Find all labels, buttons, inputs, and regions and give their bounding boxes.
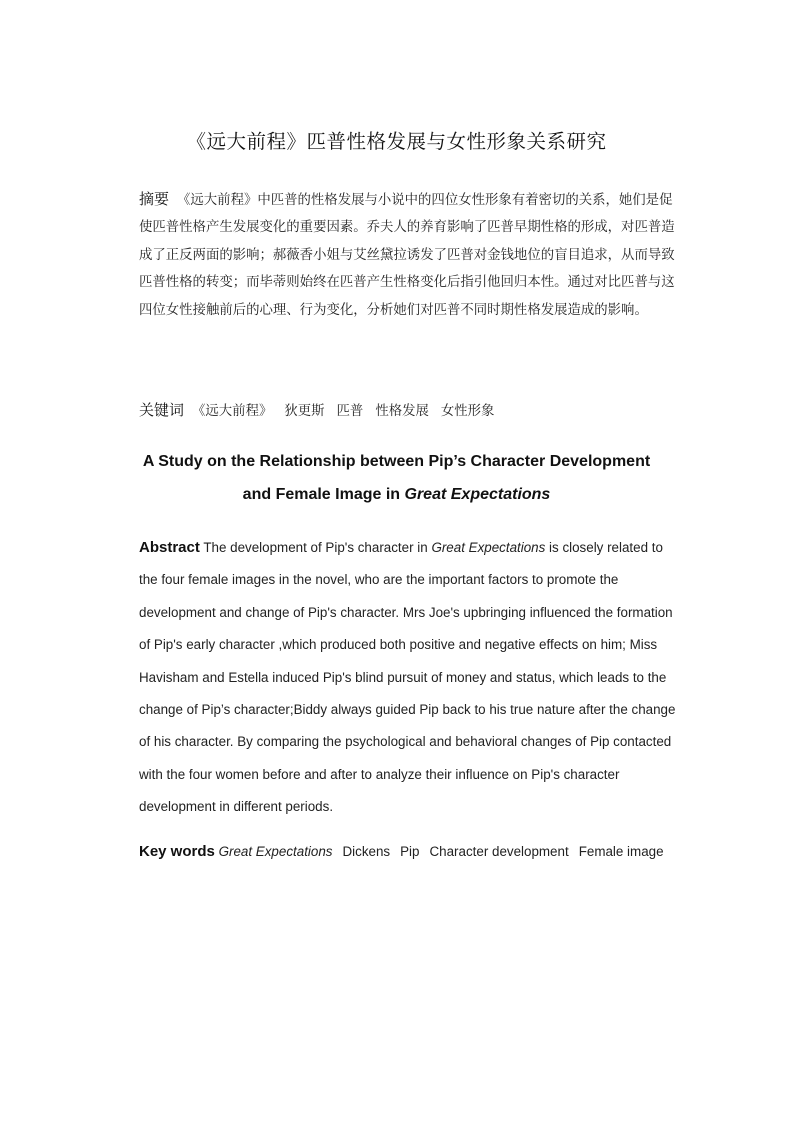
- english-title-line-1: A Study on the Relationship between Pip’s Character Development: [142, 453, 651, 470]
- english-title: [0, 446, 793, 511]
- english-title-plain: and Female Image in: [242, 485, 405, 503]
- english-keywords-label: Key words: [139, 843, 215, 860]
- english-abstract-text-1: The development of Pip's character in: [199, 540, 432, 555]
- english-keyword: Female image: [578, 844, 664, 859]
- chinese-keyword: 性格发展: [375, 404, 429, 419]
- chinese-title: 《远大前程》匹普性格发展与女性形象关系研究: [186, 130, 607, 153]
- chinese-abstract: [139, 186, 679, 324]
- english-keyword: Character development: [429, 844, 569, 859]
- chinese-keyword: 女性形象: [440, 404, 495, 419]
- english-abstract-italic: Great Expectations: [431, 540, 546, 555]
- chinese-abstract-text: 《远大前程》中匹普的性格发展与小说中的四位女性形象有着密切的关系，她们是促使匹普性格产生发展变化的重要因素。乔夫人的养育影响了匹普早期性格的形成，对匹普造成了正反两面的影响；郝薇香小姐与艾丝黛拉诱发了匹普对金钱地位的盲目追求，从而导致匹普性格的转变；而毕蒂则始终在匹普产生性格变化后指引他回归本性。通过对比匹普与这四位女性接触前后的心理、行为变化，分析她们对匹普不同时期性格发展造成的影响。: [139, 193, 675, 318]
- english-abstract-label: Abstract: [139, 539, 200, 556]
- english-abstract: [139, 532, 684, 824]
- chinese-keywords-label: 关键词: [139, 401, 185, 419]
- english-keyword-italic: Great Expectations: [218, 844, 333, 859]
- english-title-italic: Great Expectations: [404, 485, 551, 503]
- chinese-keyword: 《远大前程》: [192, 404, 273, 419]
- english-keyword: Dickens: [342, 844, 391, 859]
- english-title-line-2: [0, 479, 793, 512]
- english-keywords: [139, 839, 684, 865]
- english-keyword: Pip: [400, 844, 420, 859]
- chinese-abstract-label: 摘要: [139, 190, 170, 208]
- chinese-keyword: 狄更斯: [284, 404, 325, 419]
- chinese-keyword: 匹普: [336, 404, 364, 419]
- chinese-keywords: [139, 397, 679, 425]
- english-abstract-text-2: is closely related to the four female images in the novel, who are the important factors to promote the development and change of Pip's character. Mrs Joe's upbringing influenced the formation of Pip's early character ,which produced both positive and negative effects on him; Miss Havisham and Estella induced Pip's blind pursuit of money and status, which leads to the change of Pip’s character;Biddy always guided Pip back to his true nature after the change of his character. By comparing the psychological and behavioral changes of Pip contacted with the four women before and after to analyze their influence on Pip's character development in different periods.: [139, 540, 676, 815]
